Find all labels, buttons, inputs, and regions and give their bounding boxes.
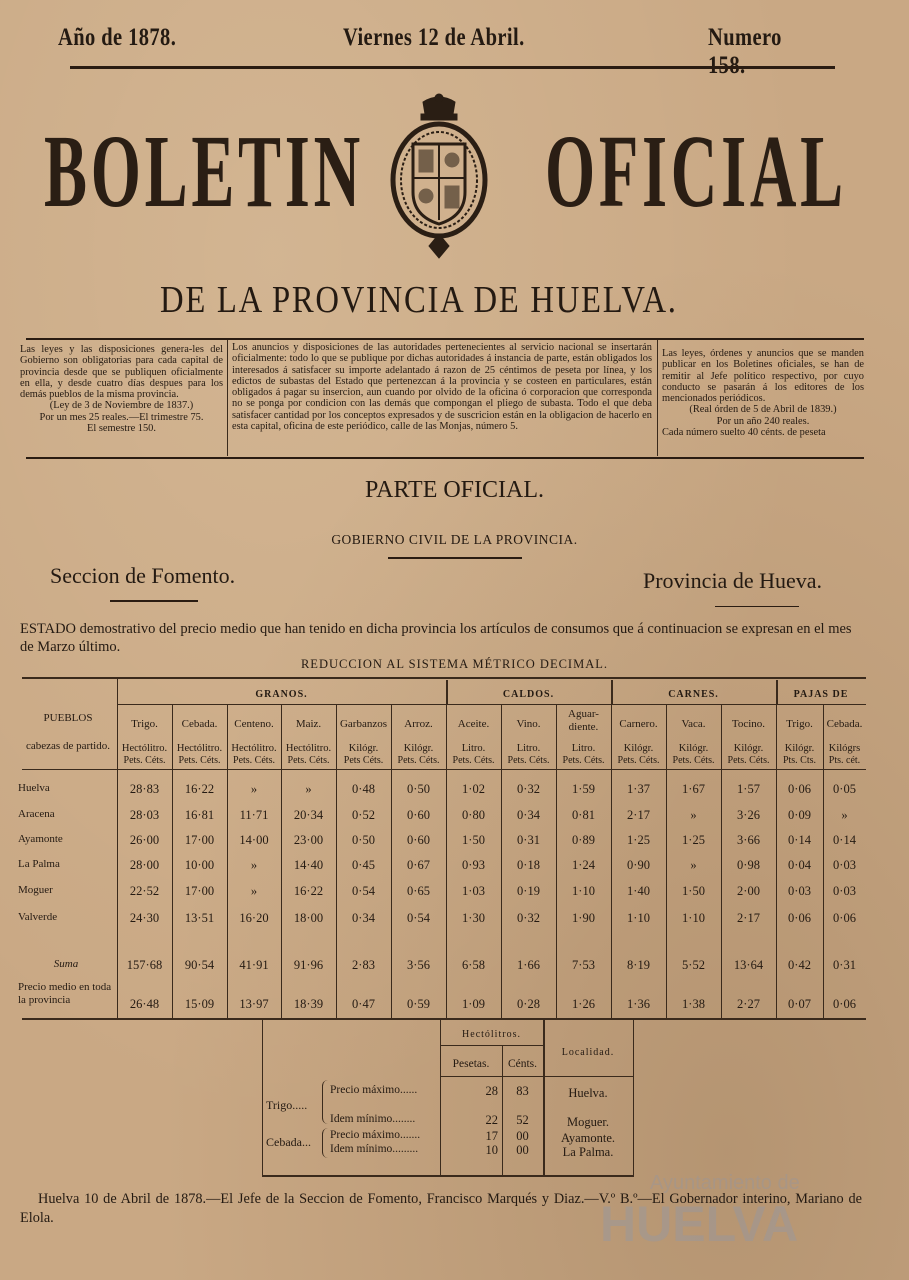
- table-cell: 0·07: [788, 997, 811, 1011]
- table-cell: »: [841, 808, 848, 822]
- table-cell: 3·26: [737, 808, 760, 822]
- table-cell: 16·20: [239, 911, 269, 925]
- column-subunit: Pets. Céts.: [397, 755, 440, 766]
- table-cell: 22·52: [129, 884, 160, 898]
- table-cell: 41·91: [239, 958, 269, 972]
- summary-cebada-label: Cebada...: [266, 1135, 311, 1149]
- row-label: Valverde: [18, 911, 58, 923]
- table-cell: 0·34: [517, 808, 540, 822]
- summary-cents-header: Cénts.: [507, 1058, 538, 1070]
- summary-localidad: La Palma.: [562, 1145, 614, 1159]
- column-subunit: Pets Céts.: [343, 755, 384, 766]
- table-cell: »: [690, 808, 697, 822]
- row-label: Aracena: [18, 808, 55, 820]
- table-cell: 28·03: [129, 808, 160, 822]
- summary-pesetas: 17: [485, 1129, 498, 1143]
- column-unit: Kilógr.: [623, 743, 654, 754]
- table-cell: 1·36: [627, 997, 650, 1011]
- column-name: Trigo.: [131, 718, 158, 730]
- table-cell: 16·81: [184, 808, 215, 822]
- table-cell: 2·83: [352, 958, 375, 972]
- table-cell: 6·58: [462, 958, 485, 972]
- gobierno-heading: GOBIERNO CIVIL DE LA PROVINCIA.: [331, 532, 578, 547]
- issue-number: Numero: [708, 24, 782, 51]
- row-label: Huelva: [18, 782, 50, 794]
- row-label: Precio medio en toda la provincia: [18, 981, 112, 1006]
- table-cell: 1·25: [682, 833, 705, 847]
- table-cell: 0·28: [517, 997, 540, 1011]
- table-bottom-rule: [22, 1018, 866, 1020]
- table-cell: 1·10: [572, 884, 595, 898]
- table-cell: 0·98: [737, 858, 760, 872]
- pueblos-header: PUEBLOS: [43, 712, 93, 724]
- table-cell: 2·17: [737, 911, 760, 925]
- table-cell: 0·09: [788, 808, 811, 822]
- column-subunit: Pets. Céts.: [562, 755, 605, 766]
- summary-localidad-header: Localidad.: [561, 1047, 615, 1058]
- column-unit: Kilógr.: [348, 743, 379, 754]
- summary-localidad: Ayamonte.: [560, 1131, 616, 1145]
- table-cell: 0·03: [833, 858, 856, 872]
- column-subunit: Pets. Céts.: [452, 755, 495, 766]
- notice-divider-2: [657, 340, 658, 456]
- summary-cents: 00: [516, 1129, 529, 1143]
- group-header: CALDOS.: [502, 689, 555, 700]
- table-cell: »: [250, 884, 258, 898]
- table-cell: 7·53: [572, 958, 595, 972]
- column-subunit: Pts. cét.: [828, 755, 861, 766]
- summary-localidad: Moguer.: [566, 1115, 609, 1129]
- provincia-ornament: [715, 606, 799, 607]
- table-cell: 0·32: [517, 911, 540, 925]
- table-cell: 0·47: [352, 997, 375, 1011]
- provincia-heading: Provincia de Hueva.: [643, 568, 822, 593]
- table-cell: 10·00: [184, 858, 215, 872]
- table-cell: 0·93: [462, 858, 485, 872]
- table-cell: 0·14: [833, 833, 856, 847]
- table-cell: 0·48: [352, 782, 375, 796]
- estado-intro: ESTADO demostrativo del precio medio que han tenido en dicha provincia los artículos de consumos que á continuacion se expresan en el mes de Marzo último.: [20, 621, 852, 655]
- table-top-rule: [22, 677, 866, 679]
- table-cell: 0·81: [572, 808, 595, 822]
- column-name: Centeno.: [234, 718, 274, 730]
- table-cell: 1·90: [572, 911, 595, 925]
- table-cell: 0·03: [833, 884, 856, 898]
- group-header: PAJAS DE: [793, 689, 849, 700]
- table-cell: 157·68: [126, 958, 163, 972]
- notice-center: Los anuncios y disposiciones de las autoridades pertenecientes al servicio nacional se insertarán oficialmente: todo lo que se publique por dichas autoridades á instancia de parte, están obligados los interesados á satisfacer su importe adelantado á razon de 25 céntimos de peseta por línea, y los edictos de subastas del Estado que pertenezcan á la provincia y se costeen en particulares, están obligados á pagar su insercion, aun cuando por olvido de la oficina ó corporacion que corresponda no se ponga por condicion con las demás que compongan el pliego de subasta. Todo el que deba satisfacer cantidad por los conceptos expresados y de suscricion están en la obligacion de hacerlo en esta capital, oficina de este periódico, calle de las Monjas, número 5.: [232, 342, 652, 433]
- table-cell: 1·30: [462, 911, 485, 925]
- seccion-heading: Seccion de Fomento.: [50, 563, 236, 588]
- summary-row-label: Precio máximo......: [330, 1084, 418, 1096]
- table-cell: 13·64: [733, 958, 764, 972]
- pueblos-subheader: cabezas de partido.: [26, 740, 110, 752]
- column-unit: Kilógr.: [678, 743, 709, 754]
- table-cell: 0·42: [788, 958, 811, 972]
- table-cell: 28·83: [129, 782, 160, 796]
- table-cell: 1·50: [682, 884, 705, 898]
- table-cell: 90·54: [184, 958, 215, 972]
- notice-bottom-rule: [26, 457, 864, 459]
- reduccion-heading: REDUCCION AL SISTEMA MÉTRICO DECIMAL.: [300, 657, 609, 671]
- notice-divider-1: [227, 340, 228, 456]
- table-cell: 0·34: [352, 911, 375, 925]
- table-cell: 16·22: [184, 782, 215, 796]
- table-cell: 1·26: [572, 997, 595, 1011]
- watermark-text: HUELVA: [600, 1196, 799, 1252]
- brace-trigo: [322, 1080, 331, 1124]
- table-cell: 0·54: [407, 911, 430, 925]
- year-label: Año de 1878.: [58, 24, 177, 51]
- summary-cents: 52: [516, 1113, 529, 1127]
- gobierno-rule: [388, 557, 522, 559]
- table-cell: 0·06: [833, 997, 856, 1011]
- summary-bottom-rule: [262, 1175, 634, 1177]
- table-cell: 14·00: [239, 833, 269, 847]
- coat-of-arms-icon: [383, 92, 495, 260]
- column-subunit: Pets. Céts.: [507, 755, 550, 766]
- table-cell: 0·18: [517, 858, 540, 872]
- group-header: GRANOS.: [255, 689, 308, 700]
- summary-pesetas: 10: [485, 1143, 498, 1157]
- table-cell: 0·90: [627, 858, 650, 872]
- table-cell: 0·65: [407, 884, 430, 898]
- column-name: Carnero.: [619, 718, 658, 730]
- table-cell: »: [250, 858, 258, 872]
- table-cell: 14·40: [293, 858, 324, 872]
- column-subunit: Pts. Cts.: [782, 755, 817, 766]
- table-cell: 1·25: [627, 833, 650, 847]
- table-cell: 0·06: [833, 911, 856, 925]
- table-cell: 1·02: [462, 782, 485, 796]
- table-cell: 0·45: [352, 858, 375, 872]
- table-cell: 0·60: [407, 808, 430, 822]
- title-left: BOLETIN: [44, 114, 364, 229]
- column-name: Garbanzos: [339, 718, 388, 730]
- table-cell: 26·00: [129, 833, 160, 847]
- table-cell: 1·37: [627, 782, 650, 796]
- date-label: Viernes 12 de Abril.: [343, 24, 525, 51]
- table-cell: 1·66: [517, 958, 540, 972]
- summary-row-label: Precio máximo.......: [330, 1129, 421, 1141]
- top-rule: [70, 66, 835, 69]
- table-cell: 1·03: [462, 884, 485, 898]
- summary-trigo-label: Trigo.....: [266, 1098, 308, 1112]
- column-subunit: Pets. Céts.: [727, 755, 770, 766]
- summary-hect-header: Hectólitros.: [462, 1029, 521, 1040]
- column-name: Maiz.: [295, 718, 322, 730]
- row-label: La Palma: [18, 858, 60, 870]
- table-cell: 0·67: [407, 858, 430, 872]
- table-cell: 28·00: [129, 858, 160, 872]
- column-name: Vaca.: [681, 718, 706, 730]
- table-cell: 0·54: [352, 884, 375, 898]
- table-cell: 1·09: [462, 997, 485, 1011]
- table-cell: 23·00: [293, 833, 324, 847]
- column-subunit: Pets. Céts.: [178, 755, 221, 766]
- table-cell: 17·00: [184, 884, 215, 898]
- column-unit: Litro.: [461, 743, 486, 754]
- table-cell: 1·38: [682, 997, 705, 1011]
- table-cell: 1·67: [682, 782, 705, 796]
- summary-left-rule: [262, 1020, 263, 1177]
- row-label: Suma: [53, 958, 79, 970]
- column-name: Cebada.: [826, 718, 863, 730]
- row-label: Ayamonte: [18, 833, 63, 845]
- summary-pesetas: 22: [485, 1113, 498, 1127]
- table-cell: 0·06: [788, 911, 811, 925]
- table-cell: 24·30: [129, 911, 160, 925]
- summary-pesetas: 28: [485, 1084, 498, 1098]
- column-unit: Kilógrs: [828, 743, 861, 754]
- table-cell: 17·00: [184, 833, 215, 847]
- summary-hect-rule: [440, 1045, 543, 1046]
- row-label: Moguer: [18, 884, 53, 896]
- table-cell: 3·66: [737, 833, 760, 847]
- table-cell: 0·52: [352, 808, 375, 822]
- table-cell: 1·40: [627, 884, 650, 898]
- column-name: Trigo.: [786, 718, 813, 730]
- column-unit: Litro.: [516, 743, 541, 754]
- table-cell: 1·50: [462, 833, 485, 847]
- table-cell: 0·05: [833, 782, 856, 796]
- notice-right: Las leyes, órdenes y anuncios que se manden publicar en los Boletines oficiales, se han de remitir al Jefe político respectivo, por cuyo conducto se pasarán á los editores de los mencionados periódicos. (Real órden de 5 de Abril de 1839.) Por un año 240 reales. Cada número suelto 40 cénts. de peseta: [662, 348, 864, 439]
- column-unit: Kilógr.: [733, 743, 764, 754]
- column-name: Cebada.: [181, 718, 218, 730]
- table-cell: 11·71: [239, 808, 269, 822]
- column-name: Aguar-diente.: [568, 708, 599, 733]
- table-cell: 18·00: [293, 911, 324, 925]
- brace-cebada: [322, 1128, 331, 1158]
- table-cell: »: [250, 782, 258, 796]
- watermark-sub: Ayuntamiento de: [650, 1172, 800, 1194]
- table-cell: 1·10: [627, 911, 650, 925]
- table-cell: 18·39: [293, 997, 324, 1011]
- title-right: OFICIAL: [545, 114, 847, 229]
- column-unit: Kilógr.: [403, 743, 434, 754]
- table-cell: 13·97: [239, 997, 269, 1011]
- table-cell: 0·19: [517, 884, 540, 898]
- table-cell: 2·27: [737, 997, 760, 1011]
- footer-signature: Huelva 10 de Abril de 1878.—El Jefe de la Seccion de Fomento, Francisco Marqués y Diaz.—V.º B.º—El Gobernador interino, Mariano de Elola.: [20, 1191, 862, 1226]
- column-unit: Litro.: [571, 743, 596, 754]
- column-name: Arroz.: [404, 718, 433, 730]
- notice-top-rule: [26, 338, 864, 340]
- column-subunit: Pets. Céts.: [287, 755, 330, 766]
- table-cell: 26·48: [129, 997, 160, 1011]
- table-cell: 0·60: [407, 833, 430, 847]
- column-name: Aceite.: [457, 718, 490, 730]
- table-cell: 0·59: [407, 997, 430, 1011]
- table-cell: 0·31: [517, 833, 540, 847]
- column-unit: Hectólitro.: [285, 743, 332, 754]
- table-cell: 1·24: [572, 858, 595, 872]
- table-cell: 0·80: [462, 808, 485, 822]
- table-cell: 1·10: [682, 911, 705, 925]
- summary-pesetas-header: Pesetas.: [452, 1058, 490, 1070]
- masthead-top: [58, 24, 838, 64]
- table-cell: 0·03: [788, 884, 811, 898]
- table-cell: 13·51: [184, 911, 215, 925]
- summary-row-label: Idem mínimo.........: [330, 1143, 419, 1155]
- table-cell: 0·50: [352, 833, 375, 847]
- table-cell: 0·14: [788, 833, 811, 847]
- column-subunit: Pets. Céts.: [617, 755, 660, 766]
- table-cell: 8·19: [627, 958, 650, 972]
- column-unit: Hectólitro.: [121, 743, 168, 754]
- table-cell: 0·31: [833, 958, 856, 972]
- table-cell: 3·56: [407, 958, 430, 972]
- summary-localidad: Huelva.: [568, 1086, 608, 1100]
- column-subunit: Pets. Céts.: [123, 755, 166, 766]
- table-cell: 2·17: [627, 808, 650, 822]
- table-cell: 0·50: [407, 782, 430, 796]
- group-rule: [117, 704, 866, 705]
- column-subunit: Pets. Céts.: [233, 755, 275, 766]
- column-name: Tocino.: [731, 718, 766, 730]
- table-cell: 0·89: [572, 833, 595, 847]
- table-cell: 16·22: [293, 884, 324, 898]
- summary-cents: 83: [516, 1084, 529, 1098]
- column-unit: Kilógr.: [784, 743, 815, 754]
- column-unit: Hectólitro.: [231, 743, 277, 754]
- summary-right-rule: [633, 1020, 634, 1177]
- subtitle: DE LA PROVINCIA DE HUELVA.: [160, 279, 678, 321]
- table-cell: 15·09: [184, 997, 215, 1011]
- column-name: Vino.: [516, 718, 541, 730]
- seccion-ornament: [110, 600, 198, 602]
- table-cell: 1·59: [572, 782, 595, 796]
- summary-header-rule: [440, 1076, 633, 1077]
- notice-left: Las leyes y las disposiciones genera-les del Gobierno son obligatorias para cada capital de provincia desde que se publiquen oficialmente en ella, y desde cuatro días despues para los demás pueblos de la misma provincia. (Ley de 3 de Noviembre de 1837.) Por un mes 25 reales.—El trimestre 75. El semestre 150.: [20, 344, 223, 435]
- table-cell: 1·57: [737, 782, 760, 796]
- table-cell: »: [305, 782, 312, 796]
- table-cell: 0·04: [788, 858, 811, 872]
- summary-row-label: Idem mínimo........: [330, 1113, 416, 1125]
- group-header: CARNES.: [668, 689, 719, 700]
- table-cell: 0·06: [788, 782, 811, 796]
- table-cell: 2·00: [737, 884, 760, 898]
- parte-oficial-heading: PARTE OFICIAL.: [364, 477, 545, 503]
- table-cell: 20·34: [293, 808, 324, 822]
- table-cell: »: [690, 858, 697, 872]
- summary-cents: 00: [516, 1143, 529, 1157]
- table-cell: 5·52: [682, 958, 705, 972]
- column-subunit: Pets. Céts.: [672, 755, 715, 766]
- column-unit: Hectólitro.: [176, 743, 223, 754]
- table-cell: 0·32: [517, 782, 540, 796]
- table-cell: 91·96: [293, 958, 324, 972]
- table-header-rule: [22, 769, 866, 770]
